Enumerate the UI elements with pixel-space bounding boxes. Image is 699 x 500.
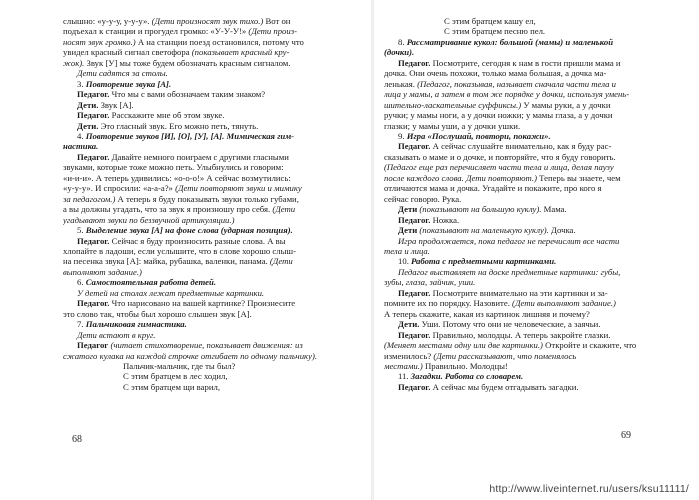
text-span: ленькая. [384, 78, 418, 89]
text-line [63, 267, 359, 277]
text-span: Игра «Послушай, повтори, покажи». [406, 130, 551, 141]
text-span: Звук [А]. [98, 99, 134, 110]
text-span: (Дети рассказывают, что поменялось [433, 350, 577, 361]
text-span: Расскажите мне об этом звуке. [109, 110, 225, 121]
text-line [63, 204, 359, 214]
text-span: Педагог выставляет на доске предметные картинки: губы, [398, 266, 621, 277]
text-line [384, 194, 664, 204]
text-line [63, 225, 359, 235]
text-span: звуками, которые тоже можно петь. Улыбнулись и говорим: [63, 162, 284, 173]
text-line [384, 100, 664, 110]
text-span: Педагог. [77, 110, 110, 121]
text-line [63, 330, 359, 340]
text-span: Педагог. [77, 89, 110, 100]
text-span: С этим братцем щи варил, [123, 381, 221, 392]
text-span: Правильно. Молодцы! [422, 360, 508, 371]
text-span: лица у мамы, а затем в том же порядке у дочки, используя умень- [384, 89, 630, 100]
page-number-right: 69 [621, 430, 631, 441]
text-line [63, 340, 359, 350]
text-line [63, 110, 359, 120]
text-span: увидел красный сигнал светофора [63, 47, 192, 58]
text-line [63, 100, 359, 110]
text-line [63, 16, 359, 26]
text-span: подъехал к станции и прогудел громко: «У-У-У!» [63, 26, 249, 37]
text-span: А теперь скажите, какая из картинок лишняя и почему? [384, 308, 590, 319]
text-span: С этим братцем песню пел. [444, 26, 546, 37]
text-line [63, 277, 359, 287]
text-line [63, 173, 359, 183]
text-span: Дети [398, 204, 418, 215]
text-span: 8. [398, 36, 407, 47]
text-line [384, 225, 664, 235]
text-span: (Дети произ- [248, 26, 298, 37]
text-line [384, 267, 664, 277]
text-line [63, 79, 359, 89]
text-span: Дети. [77, 99, 99, 110]
text-line [63, 319, 359, 329]
text-span: Педагог [77, 340, 109, 351]
text-line [63, 89, 359, 99]
text-span: слышно: «у-у-у, у-у-у». [63, 16, 152, 26]
text-line [63, 215, 359, 225]
text-span: А на станции поезд остановился, потому что [135, 36, 304, 47]
text-line [63, 256, 359, 266]
text-span: помните их по порядку. Назовите. [384, 298, 513, 309]
text-span: Загадки. Работа со словарем. [410, 371, 524, 382]
text-line [63, 183, 359, 193]
text-line [63, 26, 359, 36]
text-span: дочка. Они очень похожи, только мама большая, а дочка ма- [384, 68, 607, 79]
text-span: Повторение звука [А]. [85, 78, 172, 89]
text-span: Теперь вы знаете, чем [536, 172, 621, 183]
text-line [63, 288, 359, 298]
text-span: после каждого слова. Дети повторяют.) [384, 172, 537, 183]
text-span: (дочки). [384, 47, 415, 58]
text-span: Дети. [398, 319, 420, 330]
text-span: Что мы с вами обозначаем таким знаком? [109, 89, 266, 100]
right-page [384, 16, 664, 392]
text-span: У детей на столах лежат предметные картинки. [77, 287, 265, 298]
text-span: (Дети [269, 256, 293, 267]
text-line [63, 162, 359, 172]
text-line [384, 351, 664, 361]
text-line [384, 79, 664, 89]
text-span: Мама. [541, 204, 567, 215]
text-span: 10. [398, 256, 412, 267]
text-span: Повторение звуков [И], [О], [У], [А]. Мимическая гим- [85, 130, 295, 141]
text-span: Педагог. [77, 151, 110, 162]
text-span: (показывают на большую куклу). [417, 204, 542, 215]
text-line [384, 37, 664, 47]
left-page [63, 16, 359, 392]
text-span: зубы, глаза, зайчик, уши. [384, 277, 476, 288]
text-span: шительно-ласкательные суффиксы.) [384, 99, 522, 110]
text-line [384, 319, 664, 329]
text-line [384, 382, 664, 392]
text-span: за педагогом.) [63, 193, 116, 204]
text-line [63, 131, 359, 141]
text-span: Звук [У] мы тоже будем обозначать красным сигналом. [84, 57, 291, 68]
text-span: сжатого кулака на каждой строчке отгибает по одному пальчику). [63, 350, 318, 361]
text-line [384, 152, 664, 162]
text-line [384, 110, 664, 120]
text-line [63, 298, 359, 308]
text-span: С этим братцем кашу ел, [444, 16, 536, 26]
text-span: (читает стихотворение, показывает движения: из [108, 340, 303, 351]
text-line [384, 309, 664, 319]
text-span: Это гласный звук. Его можно петь, тянуть. [98, 120, 259, 131]
text-span: хлопайте в ладоши, если услышите, что в слове хорошо слыш- [63, 245, 297, 256]
text-line [384, 16, 664, 26]
text-span: 6. [77, 277, 86, 288]
text-span: тела и лица. [384, 245, 430, 256]
text-line [384, 246, 664, 256]
text-line [384, 277, 664, 287]
text-line [63, 152, 359, 162]
text-line [384, 58, 664, 68]
text-span: изменилось? [384, 350, 434, 361]
text-span: Вот он [263, 16, 291, 26]
text-line [63, 47, 359, 57]
text-line [384, 89, 664, 99]
text-span: А теперь я буду показывать звуки только губами, [115, 193, 299, 204]
text-span: настика. [63, 141, 99, 152]
text-span: Педагог. [77, 235, 110, 246]
text-line [384, 121, 664, 131]
text-span: глазки; у мамы уши, а у дочки ушки. [384, 120, 521, 131]
text-span: носят звук громко.) [63, 36, 136, 47]
text-span: Что нарисовано на вашей картинке? Произнесите [109, 298, 296, 309]
text-span: Давайте немного поиграем с другими гласными [109, 151, 289, 162]
text-span: ручки; у мамы ноги, а у дочки ножки; у мамы глаза, а у дочки [384, 110, 613, 121]
text-line [384, 330, 664, 340]
text-line [384, 26, 664, 36]
text-span: Дети. [77, 120, 99, 131]
text-span: Посмотрите, сегодня к нам в гости пришли мама и [430, 57, 621, 68]
text-line [63, 58, 359, 68]
text-span: выполняют задание.) [63, 266, 142, 277]
text-line [63, 141, 359, 151]
text-span: Педагог. [398, 141, 431, 152]
text-line [384, 256, 664, 266]
watermark-url: http://www.liveinternet.ru/users/ksu11111/ [489, 483, 689, 495]
text-span: 4. [77, 130, 86, 141]
text-line [63, 351, 359, 361]
text-span: (Педагог, показывая, называет сначала части тела и [417, 78, 616, 89]
text-line [384, 68, 664, 78]
text-span: Педагог. [398, 287, 431, 298]
text-span: Посмотрите внимательно на эти картинки и за- [430, 287, 608, 298]
text-span: (показывает красный кру- [191, 47, 290, 58]
text-span: Работа с предметными картинками. [411, 256, 557, 267]
page-number-left: 68 [72, 434, 82, 445]
text-line [384, 141, 664, 151]
text-span: угадывают звуки по беззвучной артикуляции.) [63, 214, 235, 225]
text-line [384, 47, 664, 57]
text-span: Педагог. [398, 57, 431, 68]
text-span: Дети [398, 225, 418, 236]
text-line [63, 309, 359, 319]
text-span: Выделение звука [А] на фоне слова (ударная позиция). [85, 225, 293, 236]
text-span: Сейчас я буду произносить разные слова. А вы [109, 235, 286, 246]
text-line [63, 68, 359, 78]
text-span: 5. [77, 225, 86, 236]
text-span: Игра продолжается, пока педагог не перечислит все части [398, 235, 620, 246]
text-line [384, 236, 664, 246]
text-line [384, 371, 664, 381]
text-line [384, 162, 664, 172]
text-span: Педагог. [398, 329, 431, 340]
text-line [384, 173, 664, 183]
text-line [63, 371, 359, 381]
text-span: А сейчас мы будем отгадывать загадки. [430, 381, 579, 392]
text-span: отличаются мама и дочка. Угадайте и покажите, про кого я [384, 183, 602, 194]
text-span: 3. [77, 78, 86, 89]
text-span: на песенка звука [А]: майка, рубашка, валенки, панама. [63, 256, 270, 267]
text-span: Откройте и скажите, что [542, 340, 637, 351]
text-line [63, 37, 359, 47]
text-line [384, 183, 664, 193]
text-span: Педагог. [77, 298, 110, 309]
text-span: (Меняет местами одну или две картинки.) [384, 340, 543, 351]
text-span: «у-у-у». И спросили: «а-а-а?» [63, 183, 176, 194]
text-span: Самостоятельная работа детей. [85, 277, 216, 288]
text-line [63, 121, 359, 131]
text-span: (Дети повторяют звуки и мимику [175, 183, 302, 194]
text-span: сейчас говорю. Рука. [384, 193, 462, 204]
text-span: Педагог. [398, 214, 431, 225]
text-span: Педагог. [398, 381, 431, 392]
text-span: «и-и-и». А теперь удивились: «о-о-о!» А сейчас возмутились: [63, 172, 291, 183]
text-span: Пальчик-мальчик, где ты был? [123, 360, 236, 371]
text-span: 9. [398, 130, 407, 141]
text-line [63, 236, 359, 246]
text-line [63, 361, 359, 371]
text-span: жок). [63, 57, 85, 68]
text-line [384, 340, 664, 350]
text-span: У мамы руки, а у дочки [521, 99, 611, 110]
text-span: Дети садятся за столы. [77, 68, 168, 79]
text-span: 11. [398, 371, 411, 382]
text-line [384, 215, 664, 225]
text-span: (Дети произносят звук тихо.) [151, 16, 264, 26]
text-span: (Дети [272, 204, 296, 215]
text-span: (Дети выполняют задание.) [512, 298, 616, 309]
text-span: Дети встают в круг. [77, 329, 156, 340]
text-span: Дочка. [548, 225, 576, 236]
text-line [384, 288, 664, 298]
text-span: а вы должны угадать, что за звук я произношу про себя. [63, 204, 273, 215]
text-line [384, 131, 664, 141]
text-span: Пальчиковая гимнастика. [85, 319, 187, 330]
text-span: (показывают на маленькую куклу). [417, 225, 549, 236]
text-span: местами.) [384, 360, 423, 371]
text-line [63, 194, 359, 204]
text-span: Уши. Потому что они не человеческие, а заячьи. [419, 319, 601, 330]
text-span: Правильно, молодцы. А теперь закройте глазки. [430, 329, 611, 340]
text-span: А сейчас слушайте внимательно, как я буду рас- [430, 141, 612, 152]
text-span: (Педагог еще раз перечисляет части тела и лица, делая паузу [384, 162, 614, 173]
text-line [63, 382, 359, 392]
text-span: это слово так, чтобы был хорошо слышен звук [А]. [63, 308, 252, 319]
text-line [384, 361, 664, 371]
text-line [384, 204, 664, 214]
book-gutter [371, 0, 374, 500]
text-span: 7. [77, 319, 86, 330]
text-span: Ножка. [430, 214, 460, 225]
text-span: сказывать о маме и о дочке, и повторяйте, что я буду говорить. [384, 151, 616, 162]
text-span: С этим братцем в лес ходил, [123, 371, 228, 382]
text-line [384, 298, 664, 308]
text-line [63, 246, 359, 256]
text-span: Рассматривание кукол: большой (мамы) и маленькой [406, 36, 614, 47]
